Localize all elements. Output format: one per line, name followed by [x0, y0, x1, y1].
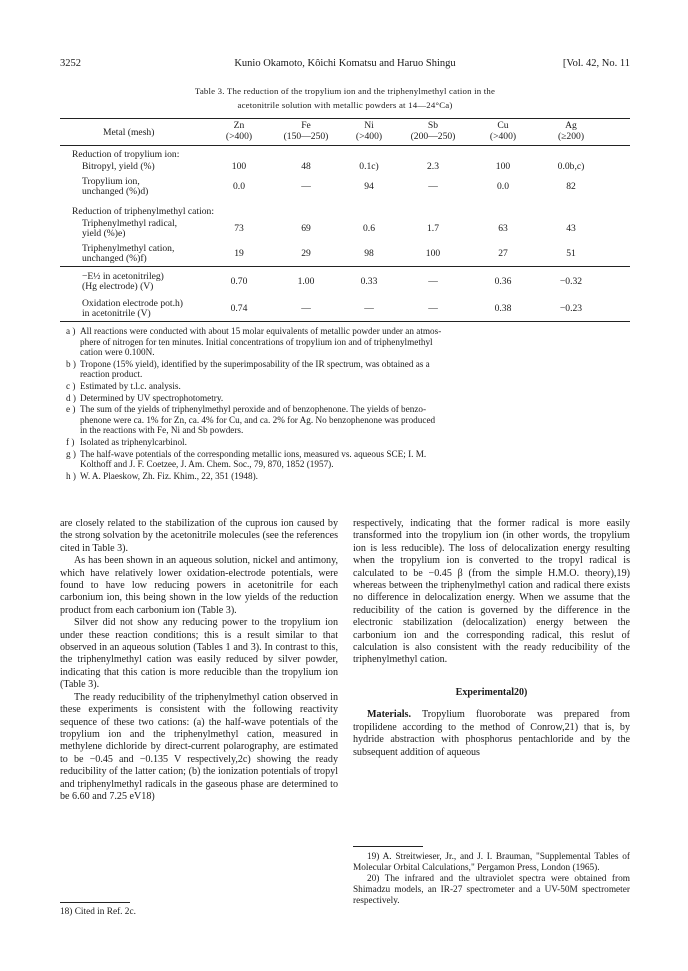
- table-cell: 19: [234, 248, 244, 259]
- table-cell: 0.70: [230, 276, 248, 287]
- table-cell: 48: [301, 161, 311, 172]
- table-cell: 100: [495, 161, 511, 172]
- table-cell: 0.0b,c): [557, 161, 585, 172]
- table-cell: —: [428, 276, 438, 287]
- table-caption: [60, 84, 630, 112]
- footnote-label: e ): [66, 404, 76, 415]
- row-label: (Hg electrode) (V): [82, 281, 154, 292]
- table-cell: —: [428, 303, 438, 314]
- footnote-line: Determined by UV spectrophotometry.: [80, 392, 224, 403]
- table-cell: 100: [231, 161, 247, 172]
- table-cell: 0.1c): [359, 161, 379, 172]
- footnote-line: reaction product.: [80, 369, 143, 380]
- table-cell: 0.36: [494, 276, 512, 287]
- row-label: Triphenylmethyl radical,: [82, 218, 178, 229]
- table-cell: −0.23: [559, 303, 583, 314]
- row-label: Triphenylmethyl cation,: [82, 243, 175, 254]
- footnote-line: Isolated as triphenylcarbinol.: [80, 437, 187, 447]
- table-rule: [60, 266, 630, 267]
- paragraph: are closely related to the stabilization of the cuprous ion caused by the strong solvation by the acetonitrile molecules (see the references cited in Table 3).: [60, 518, 338, 554]
- footnote-label: d ): [66, 392, 76, 403]
- footnote-line: The half-wave potentials of the corresponding metallic ions, measured vs. aqueous SCE; I. M.: [80, 448, 427, 459]
- table-cell: 100: [425, 248, 441, 259]
- table-cell: 82: [566, 181, 576, 192]
- row-label: in acetonitrile (V): [82, 308, 151, 319]
- paragraph: The ready reducibility of the triphenylmethyl cation observed in these experiments is consistent with the following reactivity sequence of these two cations: (a) the half-wave potentials of the tropylium ion and the triphenylmethyl cation, measured in methylene dichloride by direct-current polarography, are estimated to be −0.45 and −0.135 V respectively,2c) showing the ready reducibility of the latter cation; (b) the ionization potentials of tropyl and triphenylmethyl radicals in the gaseous phase are determined to be 6.60 and 7.25 eV18): [60, 691, 338, 802]
- volume-info: [Vol. 42, No. 11: [562, 58, 630, 69]
- section-label: Reduction of tropylium ion:: [72, 149, 180, 160]
- table-cell: 2.3: [427, 161, 439, 172]
- row-label: −E½ in acetonitrileg): [82, 271, 164, 282]
- column-metal: Zn: [233, 120, 245, 131]
- row-label: yield (%)e): [82, 228, 126, 239]
- left-column: [60, 518, 338, 803]
- footnote-label: c ): [66, 381, 76, 391]
- materials-label: Materials.: [367, 709, 412, 721]
- column-metal: Sb: [427, 120, 439, 131]
- table-cell: —: [301, 303, 311, 314]
- footnote-line: phenone were ca. 1% for Zn, ca. 4% for Cu, and ca. 2% for Ag. No benzophenone was produced: [80, 414, 436, 425]
- column-mesh: (>400): [225, 131, 253, 142]
- footnote-label: f ): [66, 437, 75, 447]
- footnote-rule: [353, 846, 423, 847]
- paragraph: As has been shown in an aqueous solution, nickel and antimony, which have relatively lower oxidation-electrode potentials, were found to have low reducing powers in acetonitrile for each carbonium ion, this being shown in the low yields of the reduction product from each carbonium ion (Table 3).: [60, 555, 338, 616]
- column-metal: Ag: [565, 120, 577, 131]
- footnote-label: b ): [66, 358, 76, 369]
- footnote-line: W. A. Plaeskow, Zh. Fiz. Khim., 22, 351 (1948).: [80, 470, 258, 481]
- table-cell: —: [301, 181, 311, 192]
- table-cell: 27: [498, 248, 508, 259]
- section-label: Reduction of triphenylmethyl cation:: [72, 206, 215, 217]
- running-header: [60, 58, 630, 72]
- table-caption-line1: Table 3. The reduction of the tropylium ion and the triphenylmethyl cation in the: [194, 86, 496, 96]
- footnote-text: [80, 404, 638, 436]
- table-cell: 43: [566, 223, 576, 234]
- table-rule: [60, 145, 630, 146]
- footnote-label: h ): [66, 470, 76, 481]
- footnote-text: [80, 359, 638, 380]
- row-label: Oxidation electrode pot.h): [82, 298, 183, 309]
- column-mesh: (200—250): [410, 131, 456, 142]
- footnote-line: Estimated by t.l.c. analysis.: [80, 381, 181, 391]
- table-cell: 29: [301, 248, 311, 259]
- table-cell: 0.33: [360, 276, 378, 287]
- row-label: unchanged (%)d): [82, 186, 149, 197]
- column-mesh: (≥200): [557, 131, 585, 142]
- table-rule: [60, 321, 630, 322]
- footnote-text: [80, 449, 638, 470]
- footnote-text: [80, 381, 638, 392]
- running-authors: Kunio Okamoto, Kôichi Komatsu and Haruo Shingu: [234, 58, 456, 69]
- row-label: unchanged (%)f): [82, 253, 147, 264]
- footnote-line: in the reactions with Fe, Ni and Sb powders.: [80, 425, 244, 436]
- footnote-line: Kolthoff and J. F. Coetzee, J. Am. Chem. Soc., 79, 870, 1852 (1957).: [80, 459, 334, 470]
- footnote-text: [80, 393, 638, 404]
- table-cell: 0.6: [363, 223, 375, 234]
- row-label: Bitropyl, yield (%): [82, 161, 155, 172]
- column-mesh: (>400): [355, 131, 383, 142]
- footnote-line: The sum of the yields of triphenylmethyl peroxide and of benzophenone. The yields of benzo-: [80, 404, 427, 415]
- footnote-label: a ): [66, 326, 76, 336]
- footnote-18: 18) Cited in Ref. 2c.: [60, 907, 136, 917]
- footnote-text: [80, 471, 638, 482]
- footnote-line: phere of nitrogen for ten minutes. Initial concentrations of tropylium ion and of triphenylmethyl: [80, 336, 433, 347]
- row-label: Tropylium ion,: [82, 176, 140, 187]
- column-mesh: (>400): [489, 131, 517, 142]
- table-cell: 63: [498, 223, 508, 234]
- table-cell: —: [428, 181, 438, 192]
- table-cell: 1.00: [297, 276, 315, 287]
- column-mesh: (150—250): [283, 131, 329, 142]
- footnote-line: All reactions were conducted with about 15 molar equivalents of metallic powder under an atmos-: [80, 326, 442, 336]
- table-cell: 0.38: [494, 303, 512, 314]
- table-rule: [60, 118, 630, 119]
- table-cell: 94: [364, 181, 374, 192]
- footnote-19: 19) A. Streitwieser, Jr., and J. I. Brauman, "Supplemental Tables of Molecular Orbital Calculations," Pergamon Press, London (1965).: [353, 852, 630, 873]
- footnote-line: cation were 0.100N.: [80, 347, 155, 358]
- paragraph: respectively, indicating that the former radical is more easily transformed into the tropylium ion (in other words, the tropylium ion is less reducible). The loss of delocalization energy resulting when the tropylium ion is converted to the tropyl radical is calculated to be −0.45 β (from the simple H.M.O. theory),19) whereas between the triphenylmethyl cation and radical there exists no difference in delocalization energy. When we assume that the reducibility of the cation is governed by the difference in the electronic stabilization (delocalization) energy between the carbonium ion and the corresponding radical, this reslut of calculation is also consistent with the ready reducibility of the triphenylmethyl cation.: [353, 518, 630, 666]
- table-cell: 0.0: [233, 181, 245, 192]
- table-cell: 1.7: [427, 223, 439, 234]
- materials-text: Tropylium fluoroborate was prepared from tropilidene according to the method of Conrow,21) that is, by hydride abstraction with phosphorus pentachloride and by the subsequent addition of aqueous: [353, 709, 630, 758]
- column-metal: Cu: [497, 120, 509, 131]
- table-caption-line2: acetonitrile solution with metallic powders at 14—24°Ca): [237, 100, 453, 110]
- table-cell: 0.74: [230, 303, 248, 314]
- footnote-text: [80, 326, 638, 358]
- table-cell: —: [364, 303, 374, 314]
- footnote-text: [80, 437, 638, 448]
- experimental-heading: Experimental20): [455, 686, 528, 698]
- column-metal: Fe: [301, 120, 311, 131]
- column-metal: Ni: [364, 120, 374, 131]
- right-column: [353, 518, 630, 759]
- table-cell: 69: [301, 223, 311, 234]
- right-footnotes: [353, 852, 630, 907]
- footnote-20: 20) The infrared and the ultraviolet spectra were obtained from Shimadzu models, an IR-27 spectrometer and a UV-50M spectrometer respectively.: [353, 874, 630, 906]
- table-cell: 0.0: [497, 181, 509, 192]
- page-number: 3252: [60, 58, 81, 69]
- table-cell: 51: [566, 248, 576, 259]
- metal-header: Metal (mesh): [103, 127, 155, 138]
- paragraph: Silver did not show any reducing power to the tropylium ion under these reaction conditions; this is a result similar to that observed in an aqueous solution (Tables 1 and 3). In contrast to this, the triphenylmethyl cation was easily reduced by silver powder, indicating that this cation is more reducible than the tropylium ion (Table 3).: [60, 617, 338, 691]
- footnote-rule: [60, 902, 130, 903]
- table-cell: 73: [234, 223, 244, 234]
- footnote-line: Tropone (15% yield), identified by the superimposability of the IR spectrum, was obtained as a: [80, 358, 430, 369]
- table-cell: 98: [364, 248, 374, 259]
- footnote-label: g ): [66, 448, 76, 459]
- table-cell: −0.32: [559, 276, 583, 287]
